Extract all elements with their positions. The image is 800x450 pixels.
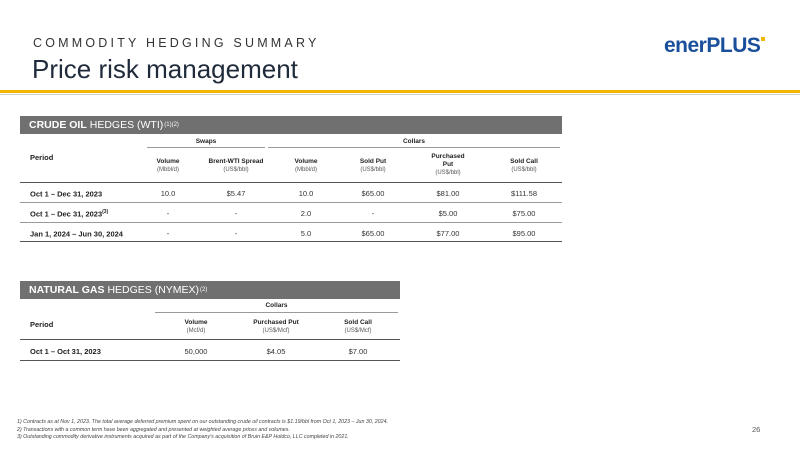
footnote: 1) Contracts as at Nov 1, 2023. The total average deferred premium spent on our outstanding crude oil contracts is $1.19/bbl from Oct 1, 2023 – Jun 30, 2024.: [17, 419, 388, 425]
crude-row-period: [30, 229, 123, 239]
crude-cell: $65.00: [361, 229, 385, 238]
crude-cell: -: [234, 229, 238, 238]
crude-cell: 5.0: [300, 229, 312, 238]
row-divider: [20, 202, 562, 203]
col-label: Volume: [184, 319, 208, 326]
gas-cell: 50,000: [184, 347, 208, 356]
logo-main-text: ener: [664, 34, 707, 57]
col-unit: (US$/Mcf): [262, 328, 290, 334]
col-label: Volume: [156, 158, 180, 165]
header-accent-rule: [0, 90, 800, 93]
crude-band-bold: CRUDE OIL: [29, 119, 87, 131]
crude-cell: -: [371, 209, 375, 218]
gas-period-header: Period: [30, 320, 54, 329]
col-unit: (Mbbl/d): [294, 167, 317, 173]
crude-col-header: [345, 158, 401, 174]
col-unit: (Mcf/d): [186, 328, 206, 334]
col-unit: (US$/bbl): [435, 170, 461, 176]
col-label: Sold Call: [510, 158, 538, 165]
gas-col-header: [168, 319, 224, 335]
gas-col-header: [240, 319, 312, 335]
col-label: Purchased Put: [253, 319, 299, 326]
gas-band-bold: NATURAL GAS: [29, 284, 105, 296]
period-text: Oct 1 – Dec 31, 2023: [30, 209, 103, 219]
footnote: 2) Transactions with a common term have been aggregated and presented at weighted average prices and volumes.: [17, 426, 290, 433]
crude-band-rest: HEDGES (WTI): [89, 119, 164, 131]
crude-cell: 10.0: [298, 189, 314, 198]
col-label: Brent-WTI Spread: [208, 158, 264, 165]
crude-col-header: [496, 158, 552, 174]
section-label: COMMODITY HEDGING SUMMARY: [33, 36, 320, 50]
crude-cell: $65.00: [361, 189, 385, 198]
crude-col-header: [428, 153, 468, 177]
crude-cell: 10.0: [160, 189, 176, 198]
gas-row-period: Oct 1 – Oct 31, 2023: [30, 347, 101, 356]
crude-bottom-rule: [20, 241, 562, 242]
crude-cell: -: [234, 209, 238, 218]
gas-header-rule: [20, 339, 400, 340]
crude-cell: $5.47: [226, 189, 246, 198]
crude-cell: $75.00: [512, 209, 536, 218]
col-unit: (US$/bbl): [360, 167, 386, 173]
crude-collars-rule: [268, 147, 560, 148]
crude-cell: -: [166, 209, 170, 218]
gas-group-collars: Collars: [265, 302, 288, 309]
crude-cell: $81.00: [436, 189, 460, 198]
crude-col-header: [278, 158, 334, 174]
crude-group-swaps: Swaps: [195, 138, 217, 145]
gas-col-header: [330, 319, 386, 335]
row-divider: [20, 222, 562, 223]
crude-period-header: Period: [30, 153, 54, 162]
col-label: Sold Call: [344, 319, 372, 326]
crude-header-rule: [20, 182, 562, 183]
crude-band-sup: (1)(2): [164, 122, 179, 128]
crude-row-period: [30, 189, 102, 199]
page-title: Price risk management: [32, 54, 298, 84]
period-sup: (3): [102, 209, 109, 215]
gas-bottom-rule: [20, 360, 400, 361]
crude-cell: $95.00: [512, 229, 536, 238]
col-label: Volume: [294, 158, 318, 165]
gas-cell: $7.00: [348, 347, 368, 356]
col-unit: (US$/bbl): [223, 167, 249, 173]
period-text: Jan 1, 2024 – Jun 30, 2024: [30, 229, 123, 239]
logo-suffix-text: PLUS: [706, 34, 761, 57]
gas-cell: $4.05: [266, 347, 286, 356]
footnote: 3) Outstanding commodity derivative instruments acquired as part of the Company's acquisition of Bruin E&P Holdco, LLC completed in 2021.: [17, 434, 349, 440]
enerplus-logo: [664, 34, 765, 58]
logo-dot-icon: [761, 37, 765, 41]
col-unit: (Mbbl/d): [156, 167, 179, 173]
page-number: 26: [752, 425, 761, 434]
gas-band-sup: (2): [200, 287, 208, 293]
crude-cell: 2.0: [300, 209, 312, 218]
gas-collars-rule: [155, 312, 398, 313]
header-thin-rule: [0, 94, 800, 95]
crude-cell: $111.58: [511, 189, 537, 198]
col-label: Purchased Put: [431, 153, 465, 168]
crude-cell: $77.00: [436, 229, 460, 238]
crude-group-collars: Collars: [402, 138, 426, 145]
period-text: Oct 1 – Dec 31, 2023: [30, 189, 103, 199]
col-unit: (US$/bbl): [511, 167, 537, 173]
gas-band-rest: HEDGES (NYMEX): [107, 284, 200, 296]
crude-oil-band: [20, 116, 562, 134]
col-unit: (US$/Mcf): [344, 328, 372, 334]
crude-cell: -: [166, 229, 170, 238]
crude-swaps-rule: [147, 147, 265, 148]
crude-row-period: [30, 209, 108, 219]
crude-col-header: [140, 158, 196, 174]
natural-gas-band: [20, 281, 400, 299]
crude-cell: $5.00: [438, 209, 458, 218]
col-label: Sold Put: [359, 158, 387, 165]
crude-col-header: [196, 158, 276, 174]
footnotes: [17, 419, 388, 442]
